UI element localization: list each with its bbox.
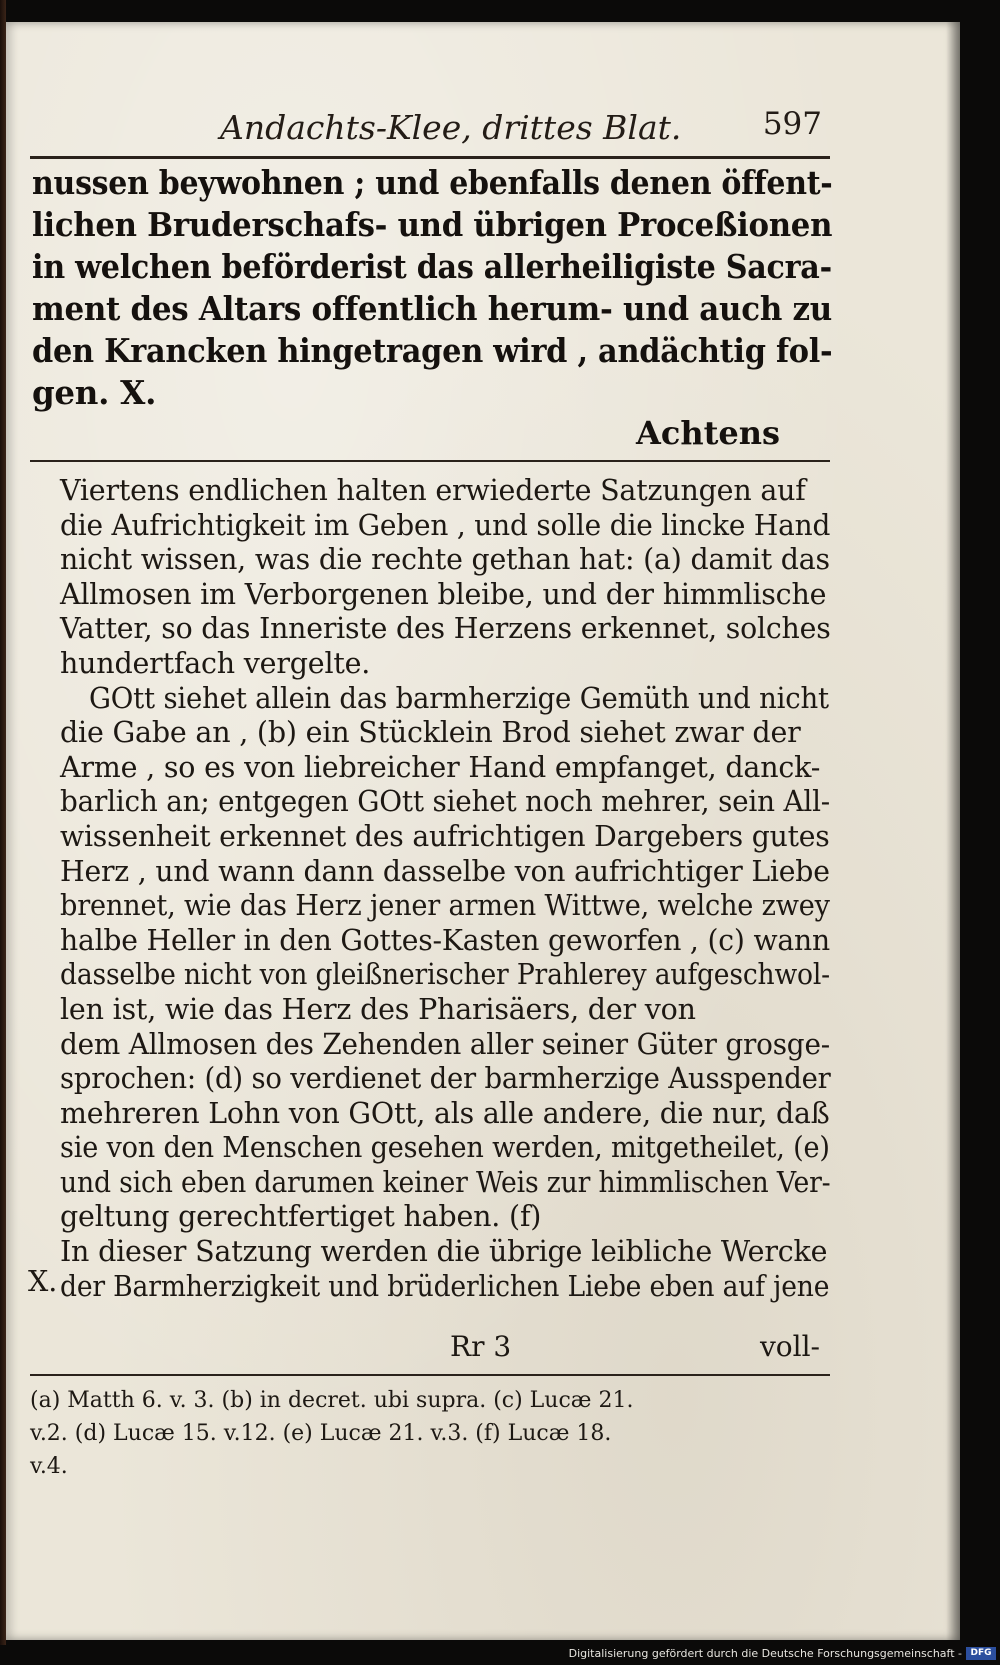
signature-mark: Rr 3 bbox=[450, 1330, 512, 1363]
text-line: barlich an; entgegen GOtt siehet noch mehrer, sein All- bbox=[60, 785, 830, 819]
text-line: hundertfach vergelte. bbox=[60, 646, 371, 680]
text-line: Herz , und wann dann dasselbe von aufrichtiger Liebe bbox=[60, 854, 830, 888]
text-line: dem Allmosen des Zehenden aller seiner Güter grosge- bbox=[60, 1027, 830, 1061]
book-page bbox=[6, 22, 960, 1640]
text-line: In dieser Satzung werden die übrige leibliche Wercke bbox=[60, 1235, 828, 1269]
section-rule bbox=[30, 460, 830, 462]
text-line: Viertens endlichen halten erwiederte Satzungen auf bbox=[60, 474, 806, 507]
footnote-line: v.4. bbox=[30, 1454, 68, 1479]
text-line: GOtt siehet allein das barmherzige Gemüth und nicht bbox=[88, 681, 829, 715]
catchword: voll- bbox=[759, 1330, 820, 1363]
text-line: der Barmherzigkeit und brüderlichen Liebe eben auf jene bbox=[60, 1269, 830, 1303]
text-line: in welchen beförderist das allerheiligiste Sacra- bbox=[32, 247, 832, 286]
footnote-rule bbox=[30, 1374, 830, 1376]
text-line: sie von den Menschen gesehen werden, mitgetheilet, (e) bbox=[60, 1131, 830, 1165]
text-line: brennet, wie das Herz jener armen Wittwe, welche zwey bbox=[60, 889, 830, 923]
text-line: dasselbe nicht von gleißnerischer Prahlerey aufgeschwol- bbox=[60, 958, 830, 992]
footnote-line: v.2. (d) Lucæ 15. v.12. (e) Lucæ 21. v.3. (f) Lucæ 18. bbox=[30, 1421, 612, 1446]
text-line: nussen beywohnen ; und ebenfalls denen öffent- bbox=[32, 163, 833, 202]
page-gutter-shadow bbox=[946, 22, 960, 1640]
text-line: gen. X. bbox=[32, 373, 157, 412]
main-paragraph bbox=[60, 474, 830, 1304]
text-line: wissenheit erkennet des aufrichtigen Dargebers gutes bbox=[60, 819, 830, 853]
running-head: Andachts-Klee, drittes Blat. bbox=[220, 108, 682, 147]
text-line: die Gabe an , (b) ein Stücklein Brod siehet zwar der bbox=[60, 716, 801, 750]
signature-row bbox=[60, 1330, 830, 1370]
text-line: nicht wissen, was die rechte gethan hat: (a) damit das bbox=[60, 543, 830, 577]
text-line: Vatter, so das Inneriste des Herzens erkennet, solches bbox=[60, 612, 831, 646]
section-number: X. bbox=[28, 1265, 58, 1298]
text-line: und sich eben darumen keiner Weis zur himmlischen Ver- bbox=[60, 1165, 831, 1199]
text-line: geltung gerechtfertiget haben. (f) bbox=[60, 1200, 542, 1234]
catchword: Achtens bbox=[636, 414, 780, 452]
text-line: mehreren Lohn von GOtt, als alle andere, die nur, daß bbox=[60, 1096, 830, 1130]
text-line: halbe Heller in den Gottes-Kasten geworfen , (c) wann bbox=[60, 923, 831, 957]
text-line: Arme , so es von liebreicher Hand empfanget, danck- bbox=[60, 750, 821, 784]
page-header bbox=[30, 98, 830, 158]
text-line: Allmosen im Verborgenen bleibe, und der himmlische bbox=[60, 577, 827, 611]
dfg-logo: DFG bbox=[966, 1647, 996, 1660]
text-line: den Krancken hingetragen wird , andächtig fol- bbox=[32, 331, 833, 370]
page-number: 597 bbox=[762, 106, 822, 142]
footnote-line: (a) Matth 6. v. 3. (b) in decret. ubi supra. (c) Lucæ 21. bbox=[30, 1388, 634, 1413]
text-line: ment des Altars offentlich herum- und auch zu bbox=[32, 289, 833, 328]
header-rule bbox=[30, 156, 830, 159]
text-line: len ist, wie das Herz des Pharisäers, der von bbox=[60, 992, 696, 1026]
text-line: lichen Bruderschafs- und übrigen Proceßionen bbox=[32, 205, 833, 244]
funding-credit: Digitalisierung gefördert durch die Deutsche Forschungsgemeinschaft - bbox=[568, 1647, 962, 1660]
continued-paragraph bbox=[32, 162, 832, 414]
footnotes bbox=[30, 1384, 830, 1483]
text-line: sprochen: (d) so verdienet der barmherzige Ausspender bbox=[60, 1062, 831, 1096]
text-line: die Aufrichtigkeit im Geben , und solle die lincke Hand bbox=[60, 508, 831, 542]
